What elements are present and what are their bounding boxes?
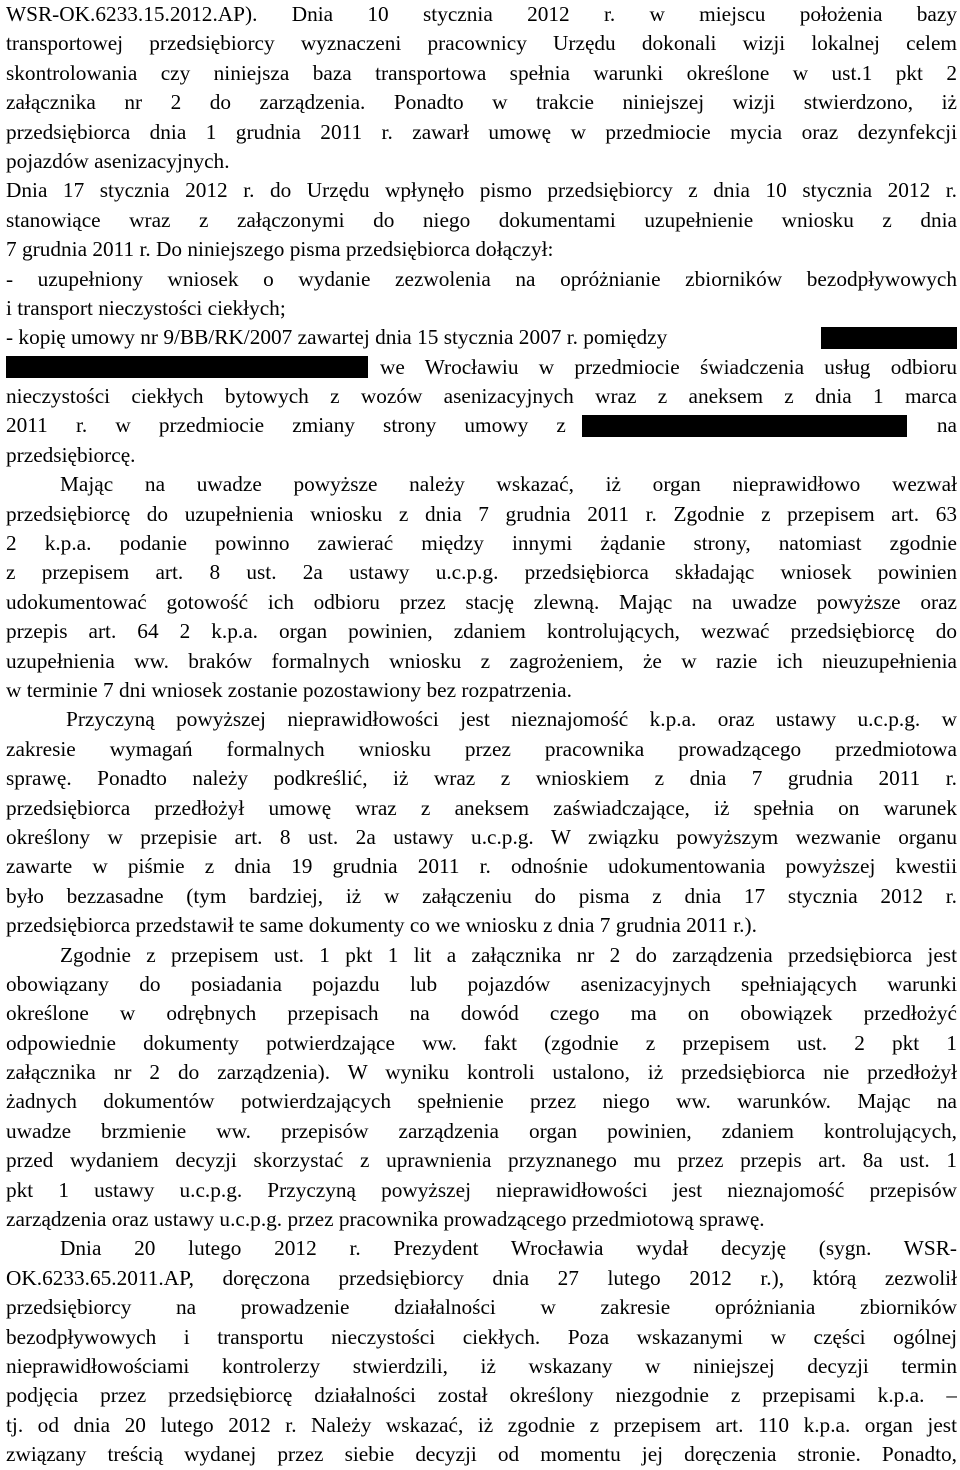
text-line: bezodpływowych i transportu nieczystości ciekłych. Poza wskazanymi w części ogólnej <box>6 1324 957 1349</box>
text-line: odpowiednie dokumenty potwierdzające ww. fakt (zgodnie z przepisem ust. 2 pkt 1 <box>6 1030 957 1055</box>
text-line: stanowiące wraz z załączonymi do niego dokumentami uzupełnienie wniosku z dnia <box>6 207 957 232</box>
paragraph-first-line: Przyczyną powyższej nieprawidłowości jest nieznajomość k.p.a. oraz ustawy u.c.p.g. w <box>66 707 957 732</box>
text-line: - uzupełniony wniosek o wydanie zezwolenia na opróżnianie zbiorników bezodpływowych <box>6 266 957 291</box>
text-segment: - kopię umowy nr 9/BB/RK/2007 zawartej dnia 15 stycznia 2007 r. pomiędzy <box>6 325 668 350</box>
text-line: przedsiębiorcy na prowadzenie działalności w zakresie opróżniania zbiorników <box>6 1295 957 1320</box>
text-line: przedsiębiorcę. <box>6 442 136 467</box>
text-line: przedsiębiorca dnia 1 grudnia 2011 r. zawarł umowę w przedmiocie mycia oraz dezynfekcji <box>6 119 957 144</box>
text-line: 2 k.p.a. podanie powinno zawierać między innymi żądanie strony, natomiast zgodnie <box>6 531 957 556</box>
text-line: załącznika nr 2 do zarządzenia). W wyniku kontroli ustalono, iż przedsiębiorca nie przedłożył <box>6 1060 957 1085</box>
text-line: załącznika nr 2 do zarządzenia. Ponadto w trakcie niniejszej wizji stwierdzono, iż <box>6 90 957 115</box>
paragraph-first-line: Dnia 20 lutego 2012 r. Prezydent Wrocławia wydał decyzję (sygn. WSR- <box>60 1236 957 1261</box>
text-line: zawarte w piśmie z dnia 19 grudnia 2011 r. odnośnie udokumentowania powyższej kwestii <box>6 854 957 879</box>
text-line: nieprawidłowościami kontrolerzy stwierdzili, iż wskazany w niniejszej decyzji termin <box>6 1353 957 1378</box>
text-line: podjęcia przez przedsiębiorcę działalności został określony niezgodnie z przepisami k.p.a. – <box>6 1383 957 1408</box>
text-line: przedsiębiorcę do uzupełnienia wniosku z dnia 7 grudnia 2011 r. Zgodnie z przepisem art. 63 <box>6 501 957 526</box>
text-line: pojazdów asenizacyjnych. <box>6 148 230 173</box>
text-line: zakresie wymagań formalnych wniosku przez pracownika prowadzącego przedmiotowa <box>6 736 957 761</box>
text-line: i transport nieczystości ciekłych; <box>6 295 286 320</box>
paragraph-first-line: Mając na uwadze powyższe należy wskazać, iż organ nieprawidłowo wezwał <box>60 472 957 497</box>
text-segment: na <box>936 413 957 438</box>
text-line: udokumentować gotowość ich odbioru przez stację zlewną. Mając na uwadze powyższe oraz <box>6 589 957 614</box>
text-line: skontrolowania czy niniejsza baza transportowa spełnia warunki określone w ust.1 pkt 2 <box>6 60 957 85</box>
text-segment: we Wrocławiu w przedmiocie świadczenia usług odbioru <box>380 354 957 379</box>
text-line: pkt 1 ustawy u.c.p.g. Przyczyną powyższej nieprawidłowości jest nieznajomość przepisów <box>6 1177 957 1202</box>
text-line: określony w przepisie art. 8 ust. 2a ustawy u.c.p.g. W związku powyższym wezwanie organu <box>6 824 957 849</box>
text-line: w terminie 7 dni wniosek zostanie pozostawiony bez rozpatrzenia. <box>6 677 572 702</box>
text-line: przedsiębiorca przedłożył umowę wraz z aneksem zaświadczające, iż spełnia on warunek <box>6 795 957 820</box>
text-line: z przepisem art. 8 ust. 2a ustawy u.c.p.g. przedsiębiorca składając wniosek powinien <box>6 560 957 585</box>
text-line: żadnych dokumentów potwierdzających spełnienie przez niego ww. warunków. Mając na <box>6 1089 957 1114</box>
text-line: określone w odrębnych przepisach na dowód czego ma on obowiązek przedłożyć <box>6 1001 957 1026</box>
text-line: przed wydaniem decyzji skorzystać z uprawnienia przyznanego mu przez przepis art. 8a ust. 1 <box>6 1148 957 1173</box>
text-line: 7 grudnia 2011 r. Do niniejszego pisma przedsiębiorca dołączył: <box>6 237 554 262</box>
text-line: nieczystości ciekłych bytowych z wozów asenizacyjnych wraz z aneksem z dnia 1 marca <box>6 384 957 409</box>
text-line: obowiązany do posiadania pojazdu lub pojazdów asenizacyjnych spełniających warunki <box>6 971 957 996</box>
text-line <box>6 411 957 440</box>
text-line: przedsiębiorca przedstawił te same dokumenty co we wniosku z dnia 7 grudnia 2011 r.). <box>6 913 757 938</box>
text-line: tj. od dnia 20 lutego 2012 r. Należy wskazać, iż zgodnie z przepisem art. 110 k.p.a. organ jest <box>6 1412 957 1437</box>
redacted-name-block <box>582 415 907 437</box>
text-line: uwadze brzmienie ww. przepisów zarządzenia organ powinien, zdaniem kontrolujących, <box>6 1118 957 1143</box>
text-line: transportowej przedsiębiorcy wyznaczeni pracownicy Urzędu dokonali wizji lokalnej celem <box>6 31 957 56</box>
text-segment: 2011 r. w przedmiocie zmiany strony umowy z <box>6 413 566 438</box>
text-line: OK.6233.65.2011.AP, doręczona przedsiębiorcy dnia 27 lutego 2012 r.), którą zezwolił <box>6 1265 957 1290</box>
redacted-name-block <box>6 356 368 378</box>
text-line: sprawę. Ponadto należy podkreślić, iż wraz z wnioskiem z dnia 7 grudnia 2011 r. <box>6 766 957 791</box>
text-line: Dnia 17 stycznia 2012 r. do Urzędu wpłynęło pismo przedsiębiorcy z dnia 10 stycznia 2012 r. <box>6 178 957 203</box>
paragraph-first-line: Zgodnie z przepisem ust. 1 pkt 1 lit a załącznika nr 2 do zarządzenia przedsiębiorca jest <box>60 942 957 967</box>
text-line: związany treścią wydanej przez siebie decyzji od momentu jej doręczenia stronie. Ponadto, <box>6 1442 957 1467</box>
text-line: uzupełnienia ww. braków formalnych wniosku z zagrożeniem, że w razie ich nieuzupełnienia <box>6 648 957 673</box>
text-line: przepis art. 64 2 k.p.a. organ powinien, zdaniem kontrolujących, wezwać przedsiębiorcę do <box>6 619 957 644</box>
redacted-name-block <box>821 327 957 349</box>
text-line <box>6 323 957 352</box>
text-line: zarządzenia oraz ustawy u.c.p.g. przez pracownika prowadzącego przedmiotową sprawę. <box>6 1207 765 1232</box>
text-line: WSR-OK.6233.15.2012.AP). Dnia 10 stycznia 2012 r. w miejscu położenia bazy <box>6 2 957 26</box>
text-line <box>6 353 957 382</box>
text-line: było bezzasadne (tym bardziej, iż w załączeniu do pisma z dnia 17 stycznia 2012 r. <box>6 883 957 908</box>
